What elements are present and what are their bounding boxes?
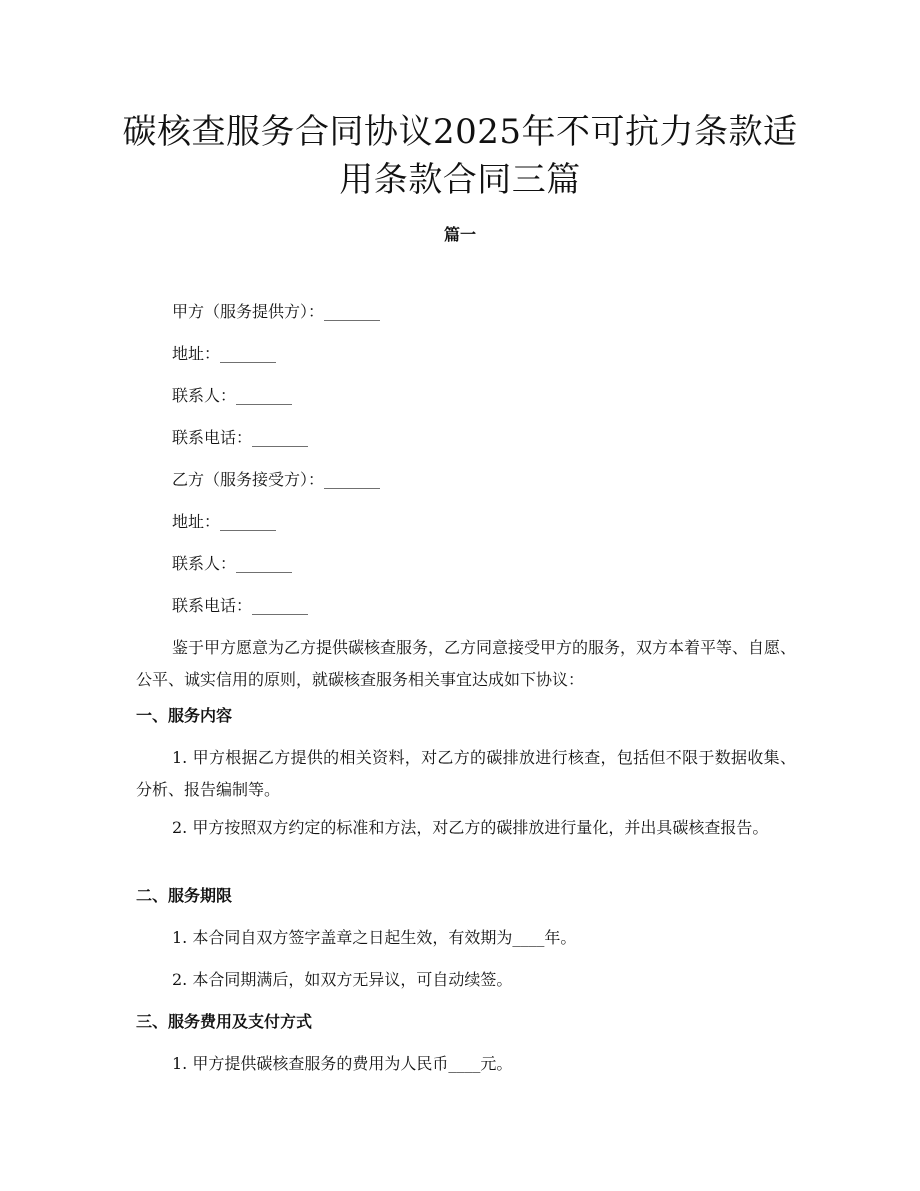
section-heading: 一、服务内容	[136, 706, 233, 725]
party-b-phone-line: 联系电话：_______	[172, 596, 309, 615]
section-heading: 二、服务期限	[136, 886, 233, 905]
party-b-name-line: 乙方（服务接受方）：_______	[172, 470, 381, 489]
party-a-phone-line: 联系电话：_______	[172, 428, 309, 447]
document-title: 碳核查服务合同协议2025年不可抗力条款适用条款合同三篇	[122, 112, 798, 200]
party-b-address-line: 地址：_______	[172, 512, 277, 531]
part-label: 篇一	[443, 225, 476, 244]
preamble-paragraph: 鉴于甲方愿意为乙方提供碳核查服务，乙方同意接受甲方的服务，双方本着平等、自愿、公平、诚实信用的原则，就碳核查服务相关事宜达成如下协议：	[136, 638, 797, 689]
section-item: 1. 甲方提供碳核查服务的费用为人民币____元。	[172, 1054, 513, 1073]
party-a-address-line: 地址：_______	[172, 344, 277, 363]
section-item: 1. 甲方根据乙方提供的相关资料，对乙方的碳排放进行核查，包括但不限于数据收集、分析、报告编制等。	[136, 748, 796, 799]
party-b-contact-line: 联系人：_______	[172, 554, 293, 573]
party-a-contact-line: 联系人：_______	[172, 386, 293, 405]
section-item: 2. 本合同期满后，如双方无异议，可自动续签。	[172, 970, 513, 989]
section-item: 1. 本合同自双方签字盖章之日起生效，有效期为____年。	[172, 928, 577, 947]
section-heading: 三、服务费用及支付方式	[136, 1012, 313, 1031]
section-item: 2. 甲方按照双方约定的标准和方法，对乙方的碳排放进行量化，并出具碳核查报告。	[172, 818, 769, 837]
party-a-name-line: 甲方（服务提供方）：_______	[172, 302, 381, 321]
